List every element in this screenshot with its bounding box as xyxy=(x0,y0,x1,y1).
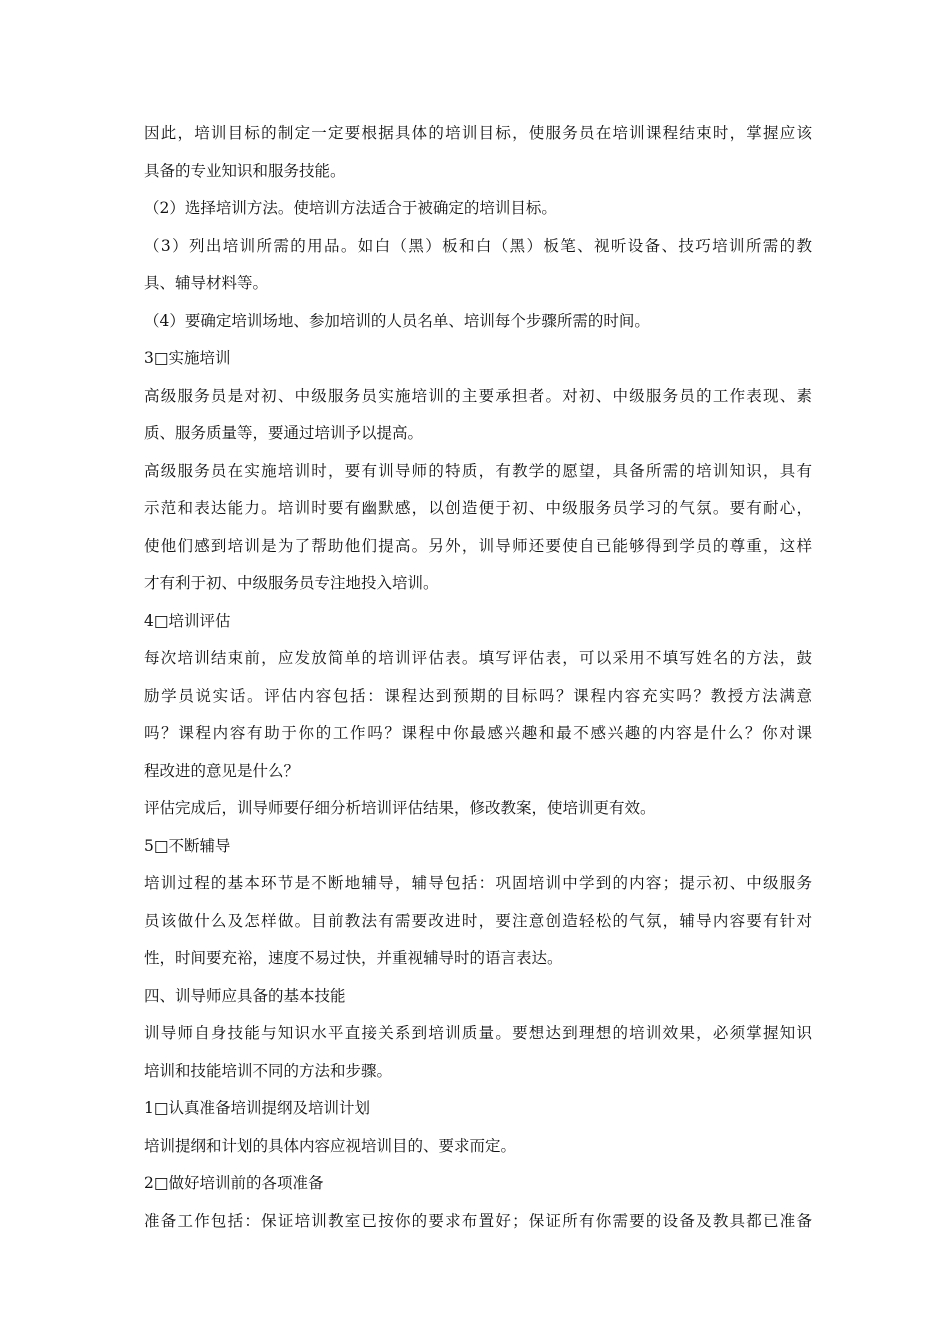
text-line: 2□做好培训前的各项准备 xyxy=(144,1174,324,1192)
text-line: 高级服务员是对初、中级服务员实施培训的主要承担者。对初、中级服务员的工作表现、素 xyxy=(144,386,812,405)
text-line: 3□实施培训 xyxy=(144,349,231,367)
text-line: 性，时间要充裕，速度不易过快，并重视辅导时的语言表达。 xyxy=(144,949,563,967)
text-line: 具备的专业知识和服务技能。 xyxy=(144,161,346,180)
text-line: 才有利于初、中级服务员专注地投入培训。 xyxy=(144,574,439,592)
text-line: 准备工作包括：保证培训教室已按你的要求布置好；保证所有你需要的设备及教具都已准备 xyxy=(144,1211,812,1230)
text-line: 4□培训评估 xyxy=(144,611,231,630)
text-line: 使他们感到培训是为了帮助他们提高。另外，训导师还要使自已能够得到学员的尊重，这样 xyxy=(144,536,812,555)
text-line: 培训和技能培训不同的方法和步骤。 xyxy=(144,1061,393,1080)
text-line: 吗？课程内容有助于你的工作吗？课程中你最感兴趣和最不感兴趣的内容是什么？你对课 xyxy=(144,724,812,742)
text-line: 5□不断辅导 xyxy=(144,836,231,855)
text-line: 具、辅导材料等。 xyxy=(144,274,269,292)
document-body xyxy=(144,115,812,1240)
text-line: （2）选择培训方法。使培训方法适合于被确定的培训目标。 xyxy=(144,199,557,217)
text-line: 培训过程的基本环节是不断地辅导，辅导包括：巩固培训中学到的内容；提示初、中级服务 xyxy=(144,874,812,892)
text-line: （3）列出培训所需的用品。如白（黑）板和白（黑）板笔、视听设备、技巧培训所需的教 xyxy=(144,236,812,255)
text-line: 培训提纲和计划的具体内容应视培训目的、要求而定。 xyxy=(144,1136,517,1155)
text-line: 1□认真准备培训提纲及培训计划 xyxy=(144,1099,371,1117)
text-line: （4）要确定培训场地、参加培训的人员名单、培训每个步骤所需的时间。 xyxy=(144,311,650,330)
text-line: 因此，培训目标的制定一定要根据具体的培训目标，使服务员在培训课程结束时，掌握应该 xyxy=(144,124,812,142)
text-line: 员该做什么及怎样做。目前教法有需要改进时，要注意创造轻松的气氛，辅导内容要有针对 xyxy=(144,911,812,930)
text-line: 励学员说实话。评估内容包括：课程达到预期的目标吗？课程内容充实吗？教授方法满意 xyxy=(144,686,812,705)
text-line: 评估完成后，训导师要仔细分析培训评估结果，修改教案，使培训更有效。 xyxy=(144,799,656,817)
text-line: 四、训导师应具备的基本技能 xyxy=(144,986,346,1005)
text-line: 高级服务员在实施培训时，要有训导师的特质，有教学的愿望，具备所需的培训知识，具有 xyxy=(144,461,812,480)
text-line: 每次培训结束前，应发放简单的培训评估表。填写评估表，可以采用不填写姓名的方法，鼓 xyxy=(144,649,812,667)
text-line: 质、服务质量等，要通过培训予以提高。 xyxy=(144,424,424,442)
text-line: 程改进的意见是什么？ xyxy=(144,761,300,780)
text-line: 训导师自身技能与知识水平直接关系到培训质量。要想达到理想的培训效果，必须掌握知识 xyxy=(144,1024,812,1042)
text-line: 示范和表达能力。培训时要有幽默感，以创造便于初、中级服务员学习的气氛。要有耐心， xyxy=(144,499,812,517)
